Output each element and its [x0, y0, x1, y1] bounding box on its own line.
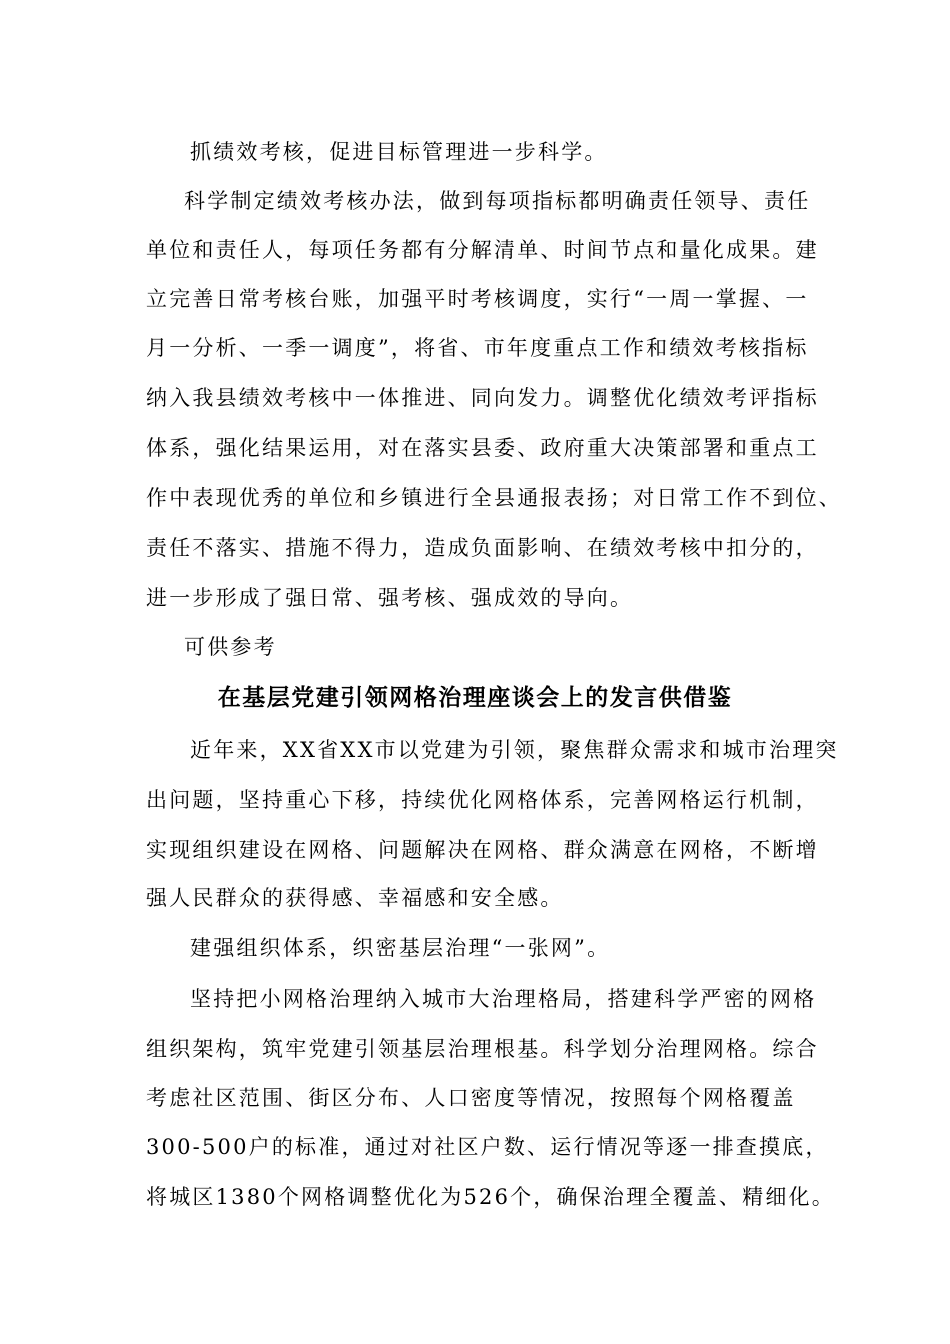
- reference-note: 可供参考: [184, 635, 277, 659]
- paragraph-line: 将城区1380个网格调整优化为526个，确保治理全覆盖、精细化。: [146, 1185, 835, 1209]
- paragraph-line: 坚持把小网格治理纳入城市大治理格局，搭建科学严密的网格: [190, 987, 817, 1011]
- paragraph-line: 月一分析、一季一调度”，将省、市年度重点工作和绩效考核指标: [146, 336, 809, 360]
- section3-heading: 建强组织体系，织密基层治理“一张网”。: [190, 936, 611, 960]
- paragraph-line: 300-500户的标准，通过对社区户数、运行情况等逐一排查摸底，: [146, 1135, 829, 1159]
- section1-heading: 抓绩效考核，促进目标管理进一步科学。: [190, 140, 608, 164]
- paragraph-line: 体系，强化结果运用，对在落实县委、政府重大决策部署和重点工: [146, 436, 819, 460]
- paragraph-line: 纳入我县绩效考核中一体推进、同向发力。调整优化绩效考评指标: [146, 386, 819, 410]
- paragraph-line: 科学制定绩效考核办法，做到每项指标都明确责任领导、责任: [184, 189, 811, 213]
- paragraph-line: 组织架构，筑牢党建引领基层治理根基。科学划分治理网格。综合: [146, 1037, 819, 1061]
- document-title: 在基层党建引领网格治理座谈会上的发言供借鉴: [217, 684, 733, 711]
- paragraph-line: 出问题，坚持重心下移，持续优化网格体系，完善网格运行机制，: [146, 788, 819, 812]
- paragraph-line: 立完善日常考核台账，加强平时考核调度，实行“一周一掌握、一: [146, 287, 809, 311]
- paragraph-line: 实现组织建设在网格、问题解决在网格、群众满意在网格，不断增: [146, 838, 819, 862]
- paragraph-line: 进一步形成了强日常、强考核、强成效的导向。: [146, 586, 634, 610]
- paragraph-line: 强人民群众的获得感、幸福感和安全感。: [146, 886, 564, 910]
- paragraph-line: 责任不落实、措施不得力，造成负面影响、在绩效考核中扣分的，: [146, 536, 819, 560]
- paragraph-line: 考虑社区范围、街区分布、人口密度等情况，按照每个网格覆盖: [146, 1086, 796, 1110]
- paragraph-line: 作中表现优秀的单位和乡镇进行全县通报表扬；对日常工作不到位、: [146, 486, 842, 510]
- paragraph-line: 单位和责任人，每项任务都有分解清单、时间节点和量化成果。建: [146, 238, 819, 262]
- paragraph-line: 近年来，XX省XX市以党建为引领，聚焦群众需求和城市治理突: [190, 738, 839, 762]
